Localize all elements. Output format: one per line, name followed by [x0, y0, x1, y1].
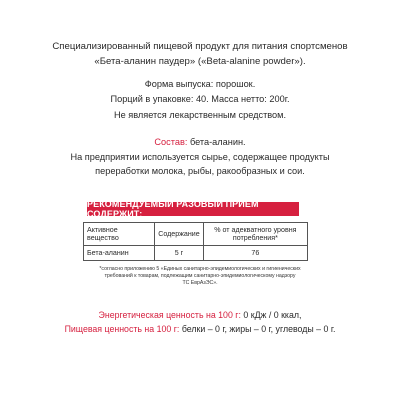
product-title-line1: Специализированный пищевой продукт для питания спортсменов [52, 41, 348, 52]
energy-label: Энергетическая ценность на 100 г: [98, 310, 241, 320]
form-release: Форма выпуска: порошок. [144, 79, 256, 89]
product-title-line2: «Бета-аланин паудер» («Beta-alanine powder»). [94, 56, 306, 67]
active-substance-table [83, 222, 308, 261]
dose-banner: РЕКОМЕНДУЕМЫЙ РАЗОВЫЙ ПРИЁМ СОДЕРЖИТ: [87, 202, 299, 216]
allergen-note-line1: На предприятии используется сырье, содержащее продукты [70, 152, 330, 162]
energy-value [0, 310, 400, 320]
nutrition-label: Пищевая ценность на 100 г: [64, 324, 180, 334]
cell-amount: 5 г [155, 246, 204, 261]
table-header-row [84, 223, 308, 246]
header-amount: Содержание [155, 223, 204, 246]
not-medicine-note: Не является лекарственным средством. [113, 110, 287, 120]
composition-label: Состав: [154, 137, 188, 147]
composition [0, 137, 400, 147]
footnote-line1: *согласно приложению 5 «Единых санитарно-эпидемиологических и гигиенических [99, 266, 301, 272]
nutrition-value [0, 324, 400, 334]
cell-substance: Бета-аланин [84, 246, 155, 261]
allergen-note-line2: переработки молока, рыбы, ракообразных и сои. [95, 166, 305, 176]
header-percent: % от адекватного уровня потребления* [203, 223, 307, 246]
energy-amount: 0 кДж / 0 ккал, [240, 310, 302, 320]
servings-net-weight: Порций в упаковке: 40. Масса нетто: 200г. [110, 94, 290, 104]
cell-percent: 76 [203, 246, 307, 261]
footnote-line2: требований к товарам, подлежащим санитарно-эпидемиологическому надзору [104, 273, 296, 279]
header-substance: Активное вещество [84, 223, 155, 246]
nutrition-amount: белки – 0 г, жиры – 0 г, углеводы – 0 г. [179, 324, 336, 334]
composition-value: бета-аланин. [187, 137, 246, 147]
footnote-line3: ТС ЕврАзЭС». [182, 280, 218, 286]
table-row [84, 246, 308, 261]
